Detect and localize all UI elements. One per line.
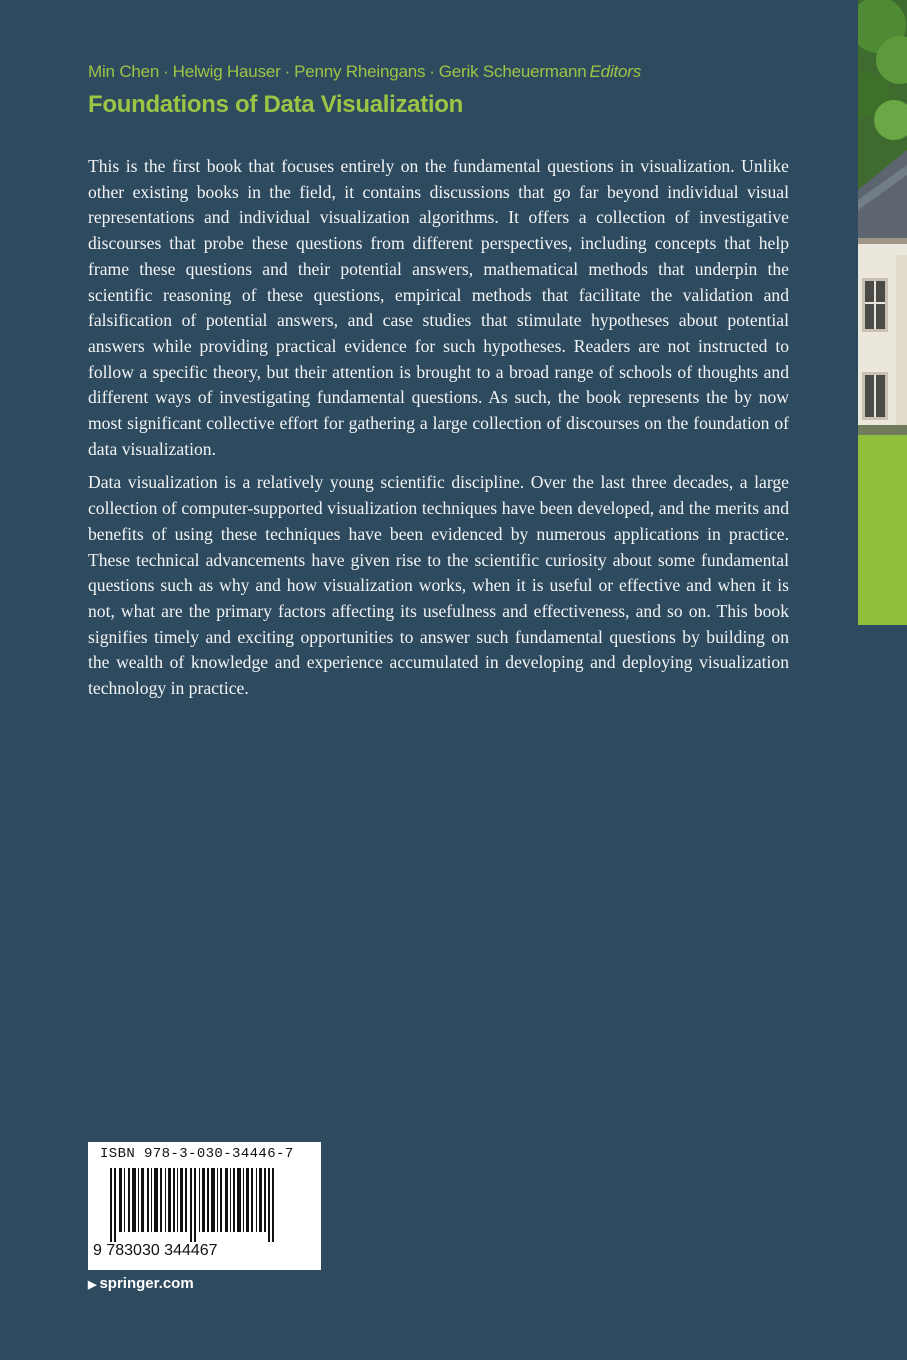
editors-role: Editors <box>589 62 642 81</box>
publisher-link[interactable] <box>88 1275 194 1292</box>
description-paragraph: Data visualization is a relatively young scientific discipline. Over the last three decades, a large collection of computer-supported visualization techniques have been developed, and the merits and benefits of using these techniques have been evidenced by numerous applications in practice. These technical advancements have given rise to the scientific curiosity about some fundamental questions such as why and how visualization works, when it is useful or effective and when it is not, what are the primary factors affecting its usefulness and effectiveness, and so on. This book signifies timely and exciting opportunities to answer such fundamental questions by building on the wealth of knowledge and experience accumulated in developing and deploying visualization technology in practice. <box>88 472 789 699</box>
barcode-icon <box>110 1168 300 1242</box>
accent-color-bar <box>858 435 907 625</box>
separator: · <box>163 62 169 81</box>
cover-photo-strip <box>858 0 907 435</box>
separator: · <box>284 62 291 81</box>
book-description <box>88 154 789 710</box>
isbn-label: ISBN 978-3-030-34446-7 <box>100 1146 294 1162</box>
editor-name: Min Chen <box>88 62 160 81</box>
editor-name: Gerik Scheuermann <box>438 62 587 81</box>
book-title: Foundations of Data Visualization <box>88 91 464 118</box>
editor-name: Penny Rheingans <box>294 62 426 81</box>
separator: · <box>429 62 435 81</box>
publisher-url[interactable]: springer.com <box>99 1275 194 1292</box>
isbn-barcode <box>88 1142 321 1270</box>
building-photo <box>858 0 907 435</box>
description-paragraph: This is the first book that focuses entirely on the fundamental questions in visualization. Unlike other existing books in the field, it contains discussions that go far beyond individual visual representations and individual visualization algorithms. It offers a collection of investigative discourses that probe these questions from different perspectives, including concepts that help frame these questions and their potential answers, mathematical methods that underpin the scientific reasoning of these questions, empirical methods that facilitate the validation and falsification of potential answers, and case studies that stimulate hypotheses about potential answers while providing practical evidence for such hypotheses. Readers are not instructed to follow a specific theory, but their attention is brought to a broad range of schools of thoughts and different ways of investigating fundamental questions. As such, the book represents the by now most significant collective effort for gathering a large collection of discourses on the foundation of data visualization. <box>88 156 789 459</box>
editors-line <box>88 62 768 82</box>
editor-name: Helwig Hauser <box>172 62 281 81</box>
barcode-digits: 9 783030 344467 <box>93 1242 218 1259</box>
arrow-right-icon: ▶ <box>88 1279 97 1291</box>
